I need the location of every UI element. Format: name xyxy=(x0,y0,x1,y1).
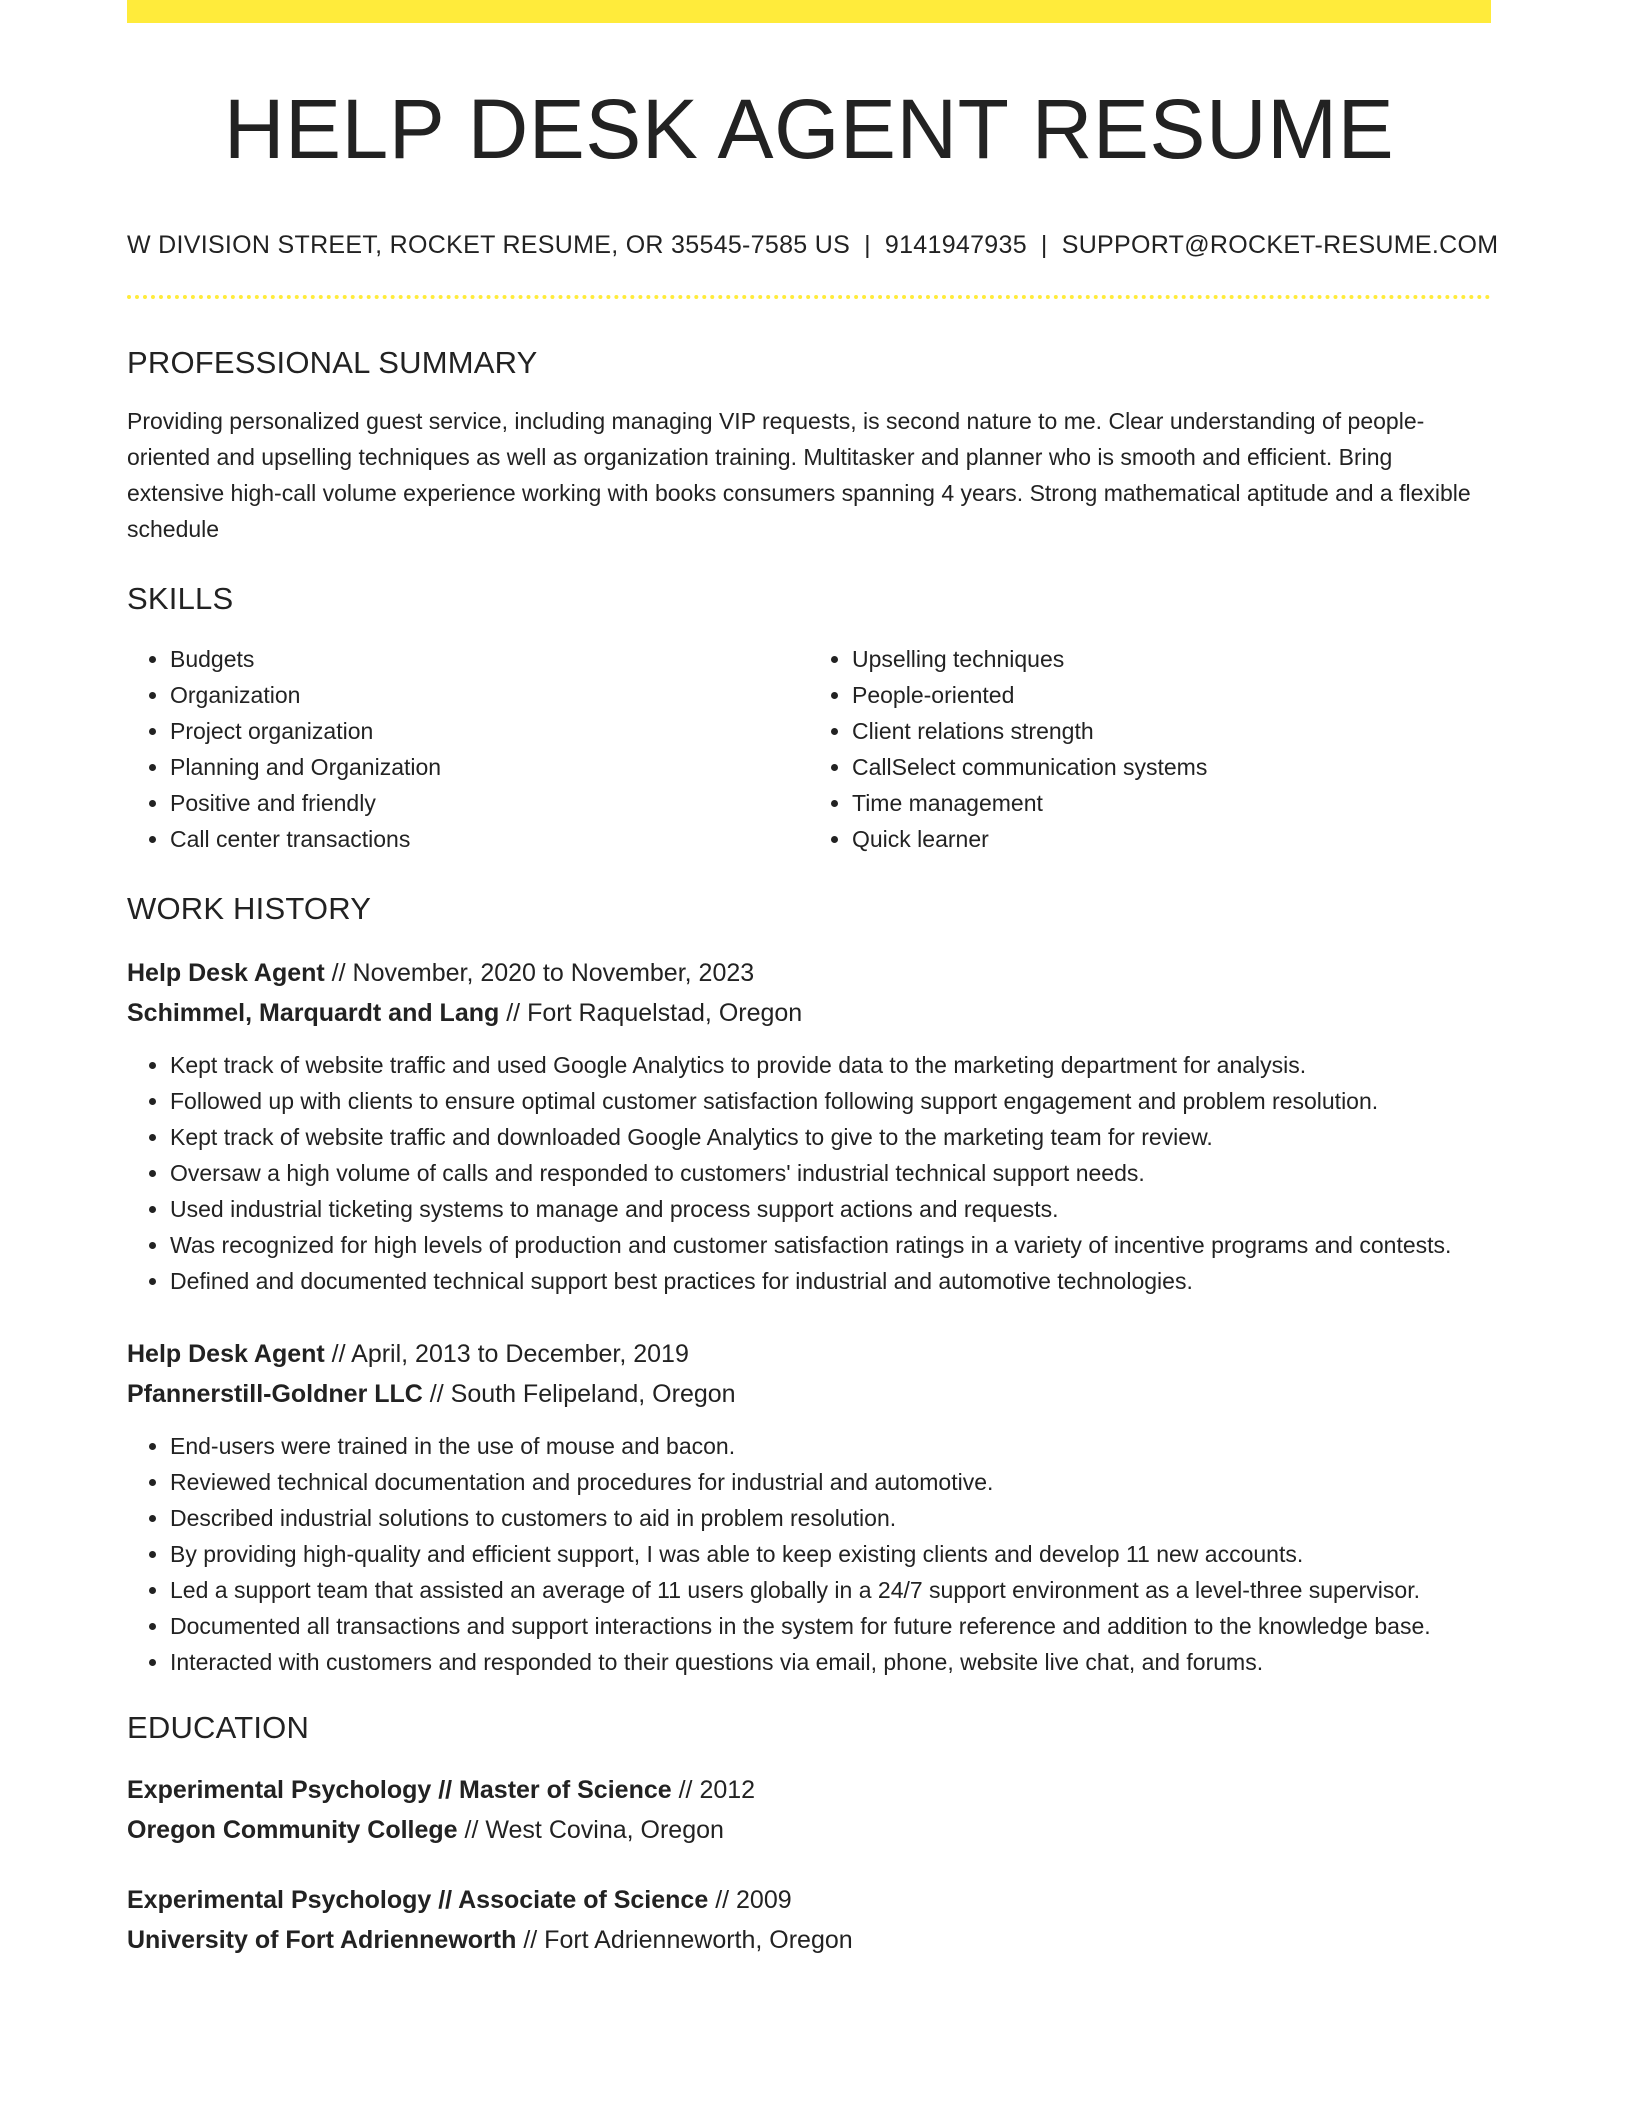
job-company-line xyxy=(127,993,1491,1033)
duty-item: • Interacted with customers and responded to their questions via email, phone, website live chat, and forums. xyxy=(170,1644,1491,1680)
duty-item: • Used industrial ticketing systems to manage and process support actions and requests. xyxy=(170,1191,1491,1227)
school-line xyxy=(127,1920,1491,1960)
skill-item: • People-oriented xyxy=(852,677,1491,713)
skill-item: • Client relations strength xyxy=(852,713,1491,749)
job-entry xyxy=(127,1334,1491,1680)
contact-phone: 9141947935 xyxy=(884,231,1027,260)
resume-page xyxy=(127,0,1499,1960)
skills-column-right xyxy=(809,641,1491,857)
duty-item: • Kept track of website traffic and used Google Analytics to provide data to the marketing department for analysis. xyxy=(170,1047,1491,1083)
contact-separator: | xyxy=(864,231,871,260)
school-name: University of Fort Adrienneworth xyxy=(127,1926,517,1955)
job-duties xyxy=(127,1047,1491,1299)
skills-list xyxy=(127,641,1491,857)
accent-bar xyxy=(127,0,1491,23)
job-entry xyxy=(127,953,1491,1299)
duty-item: • By providing high-quality and efficient support, I was able to keep existing clients and develop 11 new accounts. xyxy=(170,1536,1491,1572)
job-title: Help Desk Agent xyxy=(127,1340,325,1369)
skill-item: • Time management xyxy=(852,785,1491,821)
job-location: // Fort Raquelstad, Oregon xyxy=(499,999,803,1028)
job-dates: // April, 2013 to December, 2019 xyxy=(324,1340,689,1369)
job-title: Help Desk Agent xyxy=(127,959,325,988)
education-entry xyxy=(127,1880,1491,1960)
resume-title: HELP DESK AGENT RESUME xyxy=(223,82,1395,176)
summary-heading: PROFESSIONAL SUMMARY xyxy=(127,345,538,381)
duty-item: • Documented all transactions and support interactions in the system for future reference and addition to the knowledge base. xyxy=(170,1608,1491,1644)
duty-item: • Oversaw a high volume of calls and responded to customers' industrial technical support needs. xyxy=(170,1155,1491,1191)
job-company: Pfannerstill-Goldner LLC xyxy=(127,1380,423,1409)
school-location: // West Covina, Oregon xyxy=(457,1816,724,1845)
duty-item: • End-users were trained in the use of mouse and bacon. xyxy=(170,1428,1491,1464)
skill-item: • Project organization xyxy=(170,713,809,749)
education-entry xyxy=(127,1770,1491,1850)
degree: Experimental Psychology // Master of Science xyxy=(127,1776,672,1805)
skill-item: • Upselling techniques xyxy=(852,641,1491,677)
skills-heading: SKILLS xyxy=(127,581,234,617)
duty-item: • Followed up with clients to ensure optimal customer satisfaction following support engagement and problem resolution. xyxy=(170,1083,1491,1119)
duty-item: • Described industrial solutions to customers to aid in problem resolution. xyxy=(170,1500,1491,1536)
school-location: // Fort Adrienneworth, Oregon xyxy=(516,1926,853,1955)
degree: Experimental Psychology // Associate of Science xyxy=(127,1886,709,1915)
skill-item: • Organization xyxy=(170,677,809,713)
duty-item: • Was recognized for high levels of production and customer satisfaction ratings in a variety of incentive programs and contests. xyxy=(170,1227,1491,1263)
summary-text: Providing personalized guest service, including managing VIP requests, is second nature to me. Clear understanding of people-oriented and upselling techniques as well as organization training. Multitasker and planner who is smooth and efficient. Bring extensive high-call volume experience working with books consumers spanning 4 years. Strong mathematical aptitude and a flexible schedule xyxy=(127,408,1471,543)
school-line xyxy=(127,1810,1491,1850)
job-dates: // November, 2020 to November, 2023 xyxy=(324,959,755,988)
duty-item: • Led a support team that assisted an average of 11 users globally in a 24/7 support environment as a level-three supervisor. xyxy=(170,1572,1491,1608)
job-duties xyxy=(127,1428,1491,1680)
degree-line xyxy=(127,1880,1491,1920)
contact-email: SUPPORT@ROCKET-RESUME.COM xyxy=(1061,231,1499,260)
contact-separator: | xyxy=(1040,231,1048,260)
skill-item: • CallSelect communication systems xyxy=(852,749,1491,785)
job-company-line xyxy=(127,1374,1491,1414)
job-company: Schimmel, Marquardt and Lang xyxy=(127,999,500,1028)
skill-item: • Call center transactions xyxy=(170,821,809,857)
job-title-line xyxy=(127,1334,1491,1374)
skill-item: • Budgets xyxy=(170,641,809,677)
job-location: // South Felipeland, Oregon xyxy=(422,1380,736,1409)
duty-item: • Defined and documented technical support best practices for industrial and automotive technologies. xyxy=(170,1263,1491,1299)
degree-line xyxy=(127,1770,1491,1810)
graduation-year: // 2012 xyxy=(671,1776,756,1805)
dotted-divider xyxy=(127,295,1491,299)
work-history-heading: WORK HISTORY xyxy=(127,891,372,927)
skills-column-left xyxy=(127,641,809,857)
skill-item: • Positive and friendly xyxy=(170,785,809,821)
contact-line xyxy=(127,231,1499,260)
duty-item: • Reviewed technical documentation and procedures for industrial and automotive. xyxy=(170,1464,1491,1500)
contact-address: W DIVISION STREET, ROCKET RESUME, OR 35545-7585 US xyxy=(127,231,851,260)
skill-item: • Quick learner xyxy=(852,821,1491,857)
duty-item: • Kept track of website traffic and downloaded Google Analytics to give to the marketing team for review. xyxy=(170,1119,1491,1155)
job-title-line xyxy=(127,953,1491,993)
skill-item: • Planning and Organization xyxy=(170,749,809,785)
education-heading: EDUCATION xyxy=(127,1710,310,1746)
graduation-year: // 2009 xyxy=(708,1886,792,1915)
school-name: Oregon Community College xyxy=(127,1816,458,1845)
